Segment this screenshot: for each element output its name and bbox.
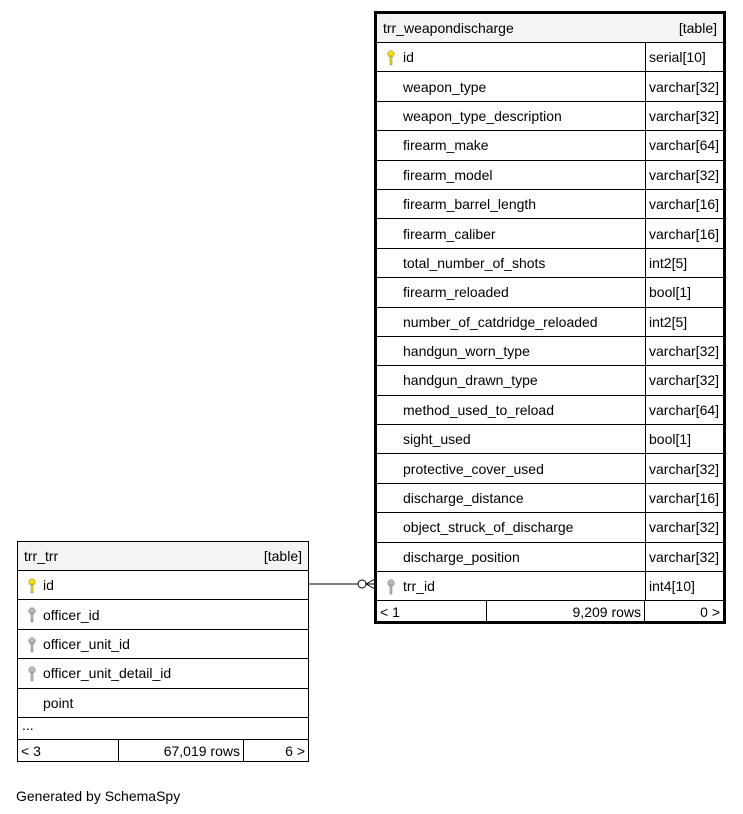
column-name: trr_id: [403, 578, 435, 595]
primary-key-icon: [28, 578, 36, 594]
column-name: firearm_model: [403, 166, 493, 183]
column-row[interactable]: [377, 190, 723, 219]
column-type: varchar[32]: [645, 543, 723, 571]
column-row[interactable]: [377, 484, 723, 513]
column-name: protective_cover_used: [403, 460, 544, 477]
column-name: weapon_type_description: [403, 107, 562, 124]
children-count[interactable]: 0 >: [700, 604, 720, 621]
column-name: officer_unit_detail_id: [43, 665, 172, 682]
table-trr-trr[interactable]: [17, 541, 309, 762]
column-name: handgun_worn_type: [403, 343, 530, 360]
column-name: id: [43, 577, 54, 594]
column-row[interactable]: [18, 630, 308, 659]
column-row[interactable]: [377, 396, 723, 425]
column-row[interactable]: [18, 689, 308, 718]
column-name: id: [403, 49, 414, 66]
connector-zero-circle: [358, 580, 366, 588]
column-type: varchar[32]: [645, 454, 723, 482]
row-count: 67,019 rows: [119, 740, 244, 762]
column-name: number_of_catdridge_reloaded: [403, 313, 598, 330]
column-type: varchar[32]: [645, 161, 723, 189]
column-name: total_number_of_shots: [403, 254, 546, 271]
column-type: varchar[32]: [645, 102, 723, 130]
column-row[interactable]: [377, 219, 723, 248]
foreign-key-icon: [28, 637, 36, 653]
parents-count[interactable]: < 1: [377, 601, 487, 623]
table-trr-weapondischarge[interactable]: [374, 11, 726, 624]
table-kind: [table]: [678, 20, 717, 36]
column-name: officer_unit_id: [43, 635, 130, 652]
column-row[interactable]: [377, 425, 723, 454]
column-row[interactable]: [18, 571, 308, 600]
column-row[interactable]: [377, 131, 723, 160]
column-row[interactable]: [377, 72, 723, 101]
column-row[interactable]: [377, 308, 723, 337]
column-type: varchar[16]: [645, 219, 723, 247]
column-row[interactable]: [377, 572, 723, 601]
column-name: weapon_type: [403, 78, 487, 95]
children-count[interactable]: 6 >: [285, 742, 305, 759]
table-kind: [table]: [263, 548, 302, 564]
column-name: object_struck_of_discharge: [403, 519, 574, 536]
table-name: trr_trr: [24, 548, 59, 564]
column-row[interactable]: [18, 600, 308, 629]
column-type: varchar[16]: [645, 484, 723, 512]
column-name: discharge_distance: [403, 490, 524, 507]
primary-key-icon: [387, 50, 395, 66]
column-row[interactable]: [377, 161, 723, 190]
column-row[interactable]: [377, 513, 723, 542]
column-name: officer_id: [43, 606, 100, 623]
column-type: varchar[32]: [645, 513, 723, 541]
table-header[interactable]: [377, 14, 723, 43]
column-row[interactable]: [377, 43, 723, 72]
table-footer: [18, 740, 308, 762]
column-row[interactable]: [377, 366, 723, 395]
column-row[interactable]: [18, 659, 308, 688]
column-type: bool[1]: [645, 425, 723, 453]
column-name: handgun_drawn_type: [403, 372, 538, 389]
column-row[interactable]: [377, 454, 723, 483]
column-type: int4[10]: [645, 572, 723, 600]
column-name: firearm_barrel_length: [403, 196, 537, 213]
table-header[interactable]: [18, 542, 308, 571]
column-row[interactable]: [377, 337, 723, 366]
table-footer: [377, 601, 723, 623]
column-type: bool[1]: [645, 278, 723, 306]
column-type: varchar[32]: [645, 337, 723, 365]
column-type: varchar[64]: [645, 131, 723, 159]
column-row[interactable]: [377, 102, 723, 131]
foreign-key-icon: [28, 666, 36, 682]
more-columns-ellipsis: ...: [18, 718, 308, 740]
column-type: int2[5]: [645, 308, 723, 336]
column-name: method_used_to_reload: [403, 401, 555, 418]
foreign-key-icon: [28, 607, 36, 623]
column-name: point: [43, 694, 74, 711]
column-name: firearm_caliber: [403, 225, 496, 242]
column-type: varchar[16]: [645, 190, 723, 218]
column-name: firearm_reloaded: [403, 284, 509, 301]
column-type: serial[10]: [645, 43, 723, 71]
column-name: firearm_make: [403, 137, 489, 154]
foreign-key-icon: [387, 579, 395, 595]
generated-by-credit: Generated by SchemaSpy: [16, 788, 181, 804]
parents-count[interactable]: < 3: [18, 740, 119, 762]
column-type: varchar[32]: [645, 366, 723, 394]
column-type: varchar[64]: [645, 396, 723, 424]
table-name: trr_weapondischarge: [383, 20, 514, 36]
column-row[interactable]: [377, 278, 723, 307]
column-row[interactable]: [377, 543, 723, 572]
column-type: int2[5]: [645, 249, 723, 277]
column-row[interactable]: [377, 249, 723, 278]
row-count: 9,209 rows: [487, 601, 645, 623]
column-name: sight_used: [403, 431, 471, 448]
column-type: varchar[32]: [645, 72, 723, 100]
column-name: discharge_position: [403, 548, 520, 565]
